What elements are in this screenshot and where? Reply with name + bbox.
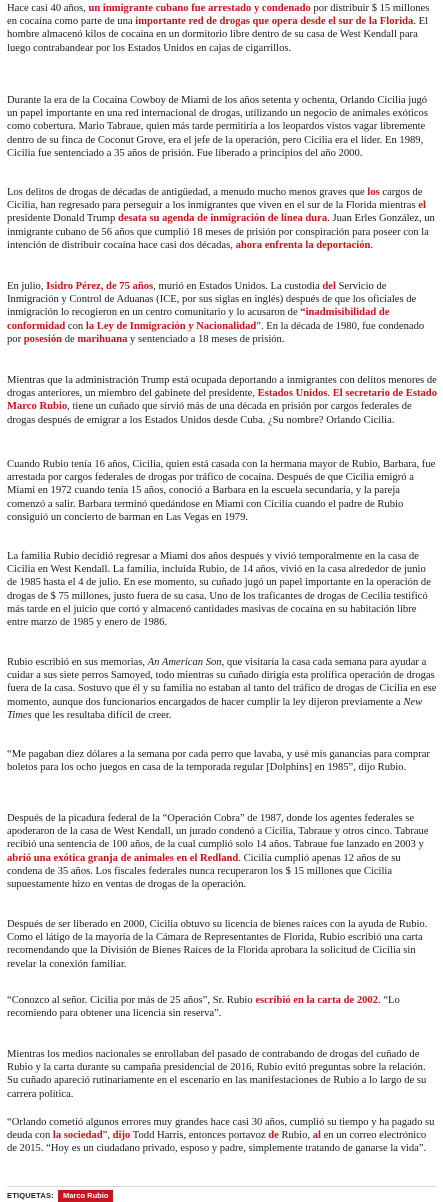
paragraph-2: Durante la era de la Cocaína Cowboy de Miami de los años setenta y ochenta, Orlando Cicilia jugó un papel importante en una red internacional de drogas, utilizando un negocio de animales exóticos como cobertura. Mario Tabraue, quien más tarde permitiría a los leopardos vistos vagar libremente dentro de su finca de Coconut Grove, era el jefe de la operación, pero Cicilia era el líder. En 1989, Cicilia fue sentenciado a 35 años de prisión. Fue liberado a principios del año 2000. [7,95,428,159]
link-posesion[interactable]: posesión [23,333,63,345]
paragraph-8 [7,656,437,722]
text: cargos de Cicilia, han regresado para perseguir a los inmigrantes que viven en el sur de la Florida mientras [7,187,423,212]
text: . [370,239,374,251]
paragraph-5 [7,374,437,427]
text: Todd Harris, entonces portavoz [130,1130,269,1142]
paragraph-3 [7,186,437,252]
link-al[interactable]: al [312,1130,321,1142]
text: . [327,388,333,400]
link-marihuana[interactable]: marihuana [77,333,128,345]
text: que les resultaba difícil de creer. [31,709,172,721]
paragraph-6: Cuando Rubio tenía 16 años, Cicilia, quien está casada con la hermana mayor de Rubio, Barbara, fue arrestada por cargos federales de drogas por tráfico de cocaína. Después de que Cicilia emigró a Miami en 1972 cuando tenía 15 años, conoció a Barbara en la escuela secundaria, y la pareja comenzó a salir. Barbara terminó quedándose en Miami con Cicilia cuando el padre de Rubio consiguió un concierto de barman en Las Vegas en 1979. [7,459,436,523]
link-deportation[interactable]: ahora enfrenta la deportación [235,239,371,251]
text: Servicio de Inmigración y Control de Aduanas (ICE, por sus siglas en inglés) después de que los oficiales de inmigración lo recogieron en un centro comunitario y lo acusaron de [7,281,417,319]
text: Rubio escribió en sus memorias, [7,657,148,668]
text: por distribuir $ 15 millones en cocaína como parte de una [7,3,430,28]
paragraph-11: Después de ser liberado en 2000, Cicilia obtuvo su licencia de bienes raíces con la ayuda de Rubio. Como el látigo de la mayoría de la Cámara de Representantes de Florida, Rubio escribió una carta recomendando que la División de Bienes Raíces de la Florida aprobara la solicitud de Cicilia sin revelar la conexión familiar. [7,919,428,970]
text: ”. En la década de 1980, fue condenado por [7,320,425,345]
text: , murió en Estados Unidos. La custodia [153,281,323,292]
paragraph-4 [7,280,437,346]
link-de[interactable]: de [268,1130,279,1142]
text: , tiene un cuñado que sirvió más de una década en prisión por cargos federales de drogas después de emigrar a los Estados Unidos desde Cuba. ¿Su nombre? Orlando Cicilia. [7,401,412,426]
text: Hace casi 40 años, [7,3,89,14]
link-la-sociedad[interactable]: la sociedad [52,1130,103,1142]
text: , que visitaría la casa cada semana para ayudar a cuidar a sus siete perros Samoyed, todo mientras su cuñado dirigía esta prolífica operación de drogas fuera de la casa. Sostuvo que él y su familia no estaban al tanto del tráfico de drogas de Cicilia en ese momento, aunque dos funcionarios encargados de hacer cumplir la ley dijeron previamente a [7,657,437,708]
text: . Cicilia cumplió apenas 12 años de su condena de 35 años. Los fiscales federales nunca recuperaron los $ 15 millones que Cicilia supuestamente hizo en ventas de drogas de la operación. [7,852,401,891]
tags-bar [7,1186,437,1201]
tags-label: ETIQUETAS: [7,1191,54,1200]
paragraph-7: La familia Rubio decidió regresar a Miami dos años después y vivió temporalmente en la casa de Cicilia en West Kendall. La familia, incluida Rubio, de 14 años, vivió en la casa alrededor de junio de 1985 hasta el 4 de julio. En ese momento, su cuñado jugó un papel importante en la operación de drogas de $ 75 millones, justo fuera de su casa. Uno de los traficantes de drogas de Cecilia testificó más tarde en el juicio que cortó y almacenó cantidades masivas de cocaína en su habitación libre entre marzo de 1985 y enero de 1986. [7,551,431,629]
paragraph-12 [7,994,437,1020]
text: . El hombre almacenó kilos de cocaína en un dormitorio libre dentro de su casa de West Kendall para luego contrabandear por los Estados Unidos en cajas de cigarrillos. [7,16,429,54]
paragraph-10 [7,812,437,891]
text: con [65,320,86,332]
link-arrest[interactable]: un inmigrante cubano fue arrestado y condenado [88,3,311,14]
publication-name: New Times [7,696,423,721]
link-drug-ring[interactable]: importante red de drogas que opera desde el sur de la Florida [135,16,414,28]
link-immigration-law[interactable]: la Ley de Inmigración y Nacionalidad [85,320,257,332]
paragraph-14 [7,1116,437,1156]
link-animal-farm[interactable]: abrió una exótica granja de animales en el Redland [7,852,239,864]
text: En julio, [7,281,47,292]
link-isidro-perez[interactable]: Isidro Pérez, de 75 años [46,281,154,292]
text: de [62,333,78,345]
text: presidente Donald Trump [7,213,118,225]
link-el-2[interactable]: El [332,388,343,400]
link-estados-unidos[interactable]: Estados Unidos [257,388,328,400]
paragraph-1 [7,2,437,55]
link-dijo[interactable]: dijo [112,1130,131,1142]
link-immigration-agenda[interactable]: desata su agenda de inmigración de línea dura [117,213,328,225]
text: ”, [102,1130,113,1142]
link-del[interactable]: del [322,281,336,292]
link-2002-letter[interactable]: escribió en la carta de 2002 [255,995,379,1006]
text: Los delitos de drogas de décadas de antigüedad, a menudo mucho menos graves que [7,187,368,198]
text: . “Lo recomiendo para obtener una licencia sin reserva”. [7,995,400,1020]
text: Mientras que la administración Trump está ocupada deportando a inmigrantes con delitos menores de drogas anteriores, un miembro del gabinete del presidente, [7,375,437,400]
link-los[interactable]: los [367,187,380,198]
book-title: An American Son [147,657,222,668]
paragraph-13: Mientras los medios nacionales se enrollaban del pasado de contrabando de drogas del cuñado de Rubio y la carta durante su campaña presidencial de 2016, Rubio evitó preguntas sobre la relación. Su cuñado apareció rutinariamente en el escenario en las manifestaciones de Rubio a lo largo de su carrera política. [7,1049,427,1100]
text: Después de la picadura federal de la “Operación Cobra” de 1987, donde los agentes federales se apoderaron de la casa de West Kendall, un jurado condenó a Cicilia, Tabraue y otros cinco. Tabraue recibió una sentencia de 100 años, de la cual cumplió solo 14 años. Tabraue fue lanzado en 2003 y [7,813,429,851]
text: en un correo electrónico de 2015. “Hoy es un ciudadano privado, esposo y padre, simplemente tratando de ganarse la vida”. [7,1130,427,1155]
link-el[interactable]: el [418,200,426,212]
tag-marco-rubio[interactable]: Marco Rubio [58,1190,113,1202]
text: Rubio, [278,1130,313,1142]
text: “Conozco al señor. Cicilia por más de 25 años”, Sr. Rubio [7,995,256,1006]
link-inadmisibilidad[interactable]: “inadmisibilidad de conformidad [7,307,390,332]
text: “Orlando cometió algunos errores muy grandes hace casi 30 años, cumplió su tiempo y ha pagado su deuda con [7,1117,435,1142]
link-marco-rubio[interactable]: secretario de Estado Marco Rubio [7,388,437,413]
text: . Juan Erles González, un inmigrante cubano de 56 años que cumplió 18 meses de prisión por conspiración para poseer con la intención de distribuir cocaína hace casi dos décadas, [7,213,435,251]
text: y sentenciado a 18 meses de prisión. [127,333,285,345]
paragraph-9: “Me pagaban diez dólares a la semana por cada perro que lavaba, y usé mis ganancias para comprar boletos para los ocho juegos en casa de la temporada regular [Dolphins] en 1985”, dijo Rubio. [7,749,430,774]
